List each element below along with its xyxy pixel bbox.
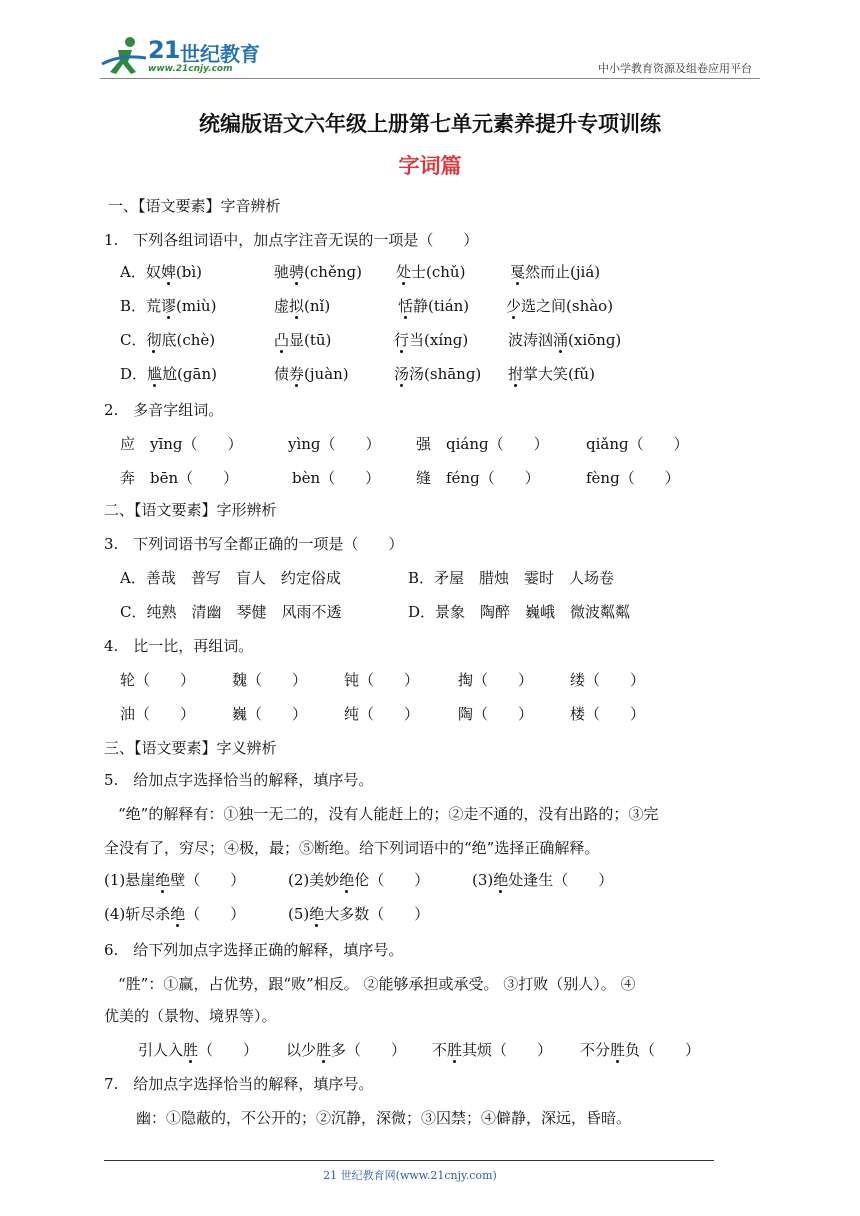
answer-item	[120, 434, 243, 454]
text-segment: (3)	[472, 871, 494, 889]
dotted-character: 行	[394, 331, 410, 349]
answer-item	[506, 296, 613, 316]
text-segment: 三、【语文要素】字义辨析	[104, 739, 277, 757]
text-segment: 显(tū)	[289, 331, 332, 349]
logo-number: 21	[148, 36, 180, 64]
text-segment: 奔 bēn（ ）	[120, 469, 239, 487]
dotted-character: 胜	[316, 1041, 332, 1059]
answer-item	[508, 364, 595, 384]
dotted-character: 恬	[398, 297, 414, 315]
text-segment: qiǎnɡ（ ）	[586, 435, 689, 453]
dotted-character: 胜	[610, 1041, 626, 1059]
footer-text: 21 世纪教育网(www.21cnjy.com)	[323, 1169, 497, 1182]
dotted-character: 尴	[147, 365, 163, 383]
dotted-character: 少	[506, 297, 522, 315]
text-segment: 多（ ）	[331, 1041, 407, 1059]
text-segment: 引人入	[138, 1041, 184, 1059]
text-segment: 底(chè)	[161, 331, 216, 349]
question-text	[104, 534, 403, 554]
dotted-character: 谬	[161, 297, 177, 315]
dotted-character: 绝	[309, 905, 325, 923]
answer-item	[416, 434, 549, 454]
page-subtitle: 字词篇	[398, 154, 462, 178]
text-segment: 魏（ ）	[232, 671, 308, 689]
text-segment: 幽：①隐蔽的，不公开的；②沉静，深微；③囚禁；④僻静，深远，昏暗。	[136, 1109, 632, 1127]
text-segment: 掏（ ）	[458, 671, 534, 689]
text-segment: 楼（ ）	[570, 705, 646, 723]
dotted-character: 骋	[289, 263, 305, 281]
platform-name: 中小学教育资源及组卷应用平台	[598, 62, 752, 75]
text-segment: 应 yīnɡ（ ）	[120, 435, 243, 453]
dotted-character: 绝	[339, 871, 355, 889]
answer-item	[274, 364, 349, 384]
answer-item	[104, 870, 245, 890]
text-segment: 静(tián)	[413, 297, 470, 315]
text-segment: 不	[432, 1041, 448, 1059]
answer-item	[458, 704, 533, 724]
text-segment: fènɡ（ ）	[586, 469, 680, 487]
text-segment: (miù)	[176, 297, 217, 315]
question-text	[104, 770, 373, 790]
section-heading	[108, 196, 281, 216]
text-segment: D．	[120, 365, 148, 383]
text-segment: A．奴	[120, 263, 161, 281]
paragraph-text	[136, 1108, 631, 1128]
answer-item	[432, 1040, 552, 1060]
answer-item	[472, 870, 613, 890]
answer-item	[274, 330, 331, 350]
dotted-character: 拟	[289, 297, 305, 315]
answer-item	[344, 670, 419, 690]
answer-item	[510, 262, 600, 282]
text-segment: 以少	[286, 1041, 317, 1059]
question-text	[104, 636, 253, 656]
page-title: 统编版语文六年级上册第七单元素养提升专项训练	[199, 112, 661, 136]
text-segment: 虚	[274, 297, 290, 315]
answer-item	[120, 330, 215, 350]
text-segment: 处逢生（ ）	[508, 871, 614, 889]
text-segment: （ ）	[185, 905, 246, 923]
text-segment: 一、【语文要素】字音辨析	[108, 197, 281, 215]
dotted-character: 绝	[170, 905, 186, 923]
text-segment: (1)悬崖	[104, 871, 156, 889]
question-text	[104, 1074, 373, 1094]
text-segment: 2. 多音字组词。	[104, 401, 224, 419]
text-segment: (xiōnɡ)	[568, 331, 622, 349]
dotted-character: 胜	[447, 1041, 463, 1059]
text-segment: 4. 比一比，再组词。	[104, 637, 254, 655]
answer-item	[416, 468, 540, 488]
text-segment: B．荒	[120, 297, 162, 315]
answer-item	[120, 670, 195, 690]
dotted-character: 戛	[510, 263, 526, 281]
text-segment: 陶（ ）	[458, 705, 534, 723]
paragraph-text	[118, 974, 635, 994]
question-text	[104, 940, 403, 960]
answer-item	[408, 602, 630, 622]
text-segment: (4)斩尽杀	[104, 905, 171, 923]
text-segment: A．善哉 普写 盲人 约定俗成	[120, 569, 341, 587]
answer-item	[274, 296, 330, 316]
text-segment: 波涛汹	[508, 331, 554, 349]
logo	[100, 34, 270, 78]
text-segment: (juàn)	[304, 365, 349, 383]
answer-item	[120, 568, 341, 588]
text-segment: 5. 给加点字选择恰当的解释，填序号。	[104, 771, 374, 789]
dotted-character: 处	[396, 263, 412, 281]
answer-item	[288, 870, 429, 890]
answer-item	[570, 670, 645, 690]
answer-item	[120, 704, 195, 724]
dotted-character: 绝	[155, 871, 171, 889]
text-segment: 优美的（景物、境界等）。	[104, 1007, 277, 1025]
text-segment: 钝（ ）	[344, 671, 420, 689]
text-segment: 油（ ）	[120, 705, 196, 723]
dotted-character: 拊	[508, 365, 524, 383]
page-header	[100, 28, 760, 80]
text-segment: 强 qiánɡ（ ）	[416, 435, 549, 453]
dotted-character: 胜	[183, 1041, 199, 1059]
paragraph-text	[104, 1006, 277, 1026]
answer-item	[292, 468, 380, 488]
answer-item	[396, 262, 465, 282]
text-segment: 掌大笑(fǔ)	[523, 365, 595, 383]
answer-item	[138, 1040, 258, 1060]
answer-item	[586, 434, 689, 454]
logo-url: www.21cnjy.com	[148, 64, 233, 74]
answer-item	[508, 330, 621, 350]
text-segment: 3. 下列词语书写全都正确的一项是（ ）	[104, 535, 404, 553]
text-segment: 二、【语文要素】字形辨析	[104, 501, 277, 519]
paragraph-text	[118, 804, 658, 824]
text-segment: (chěnɡ)	[304, 263, 362, 281]
text-segment: 7. 给加点字选择恰当的解释，填序号。	[104, 1075, 374, 1093]
dotted-character: 绝	[493, 871, 509, 889]
answer-item	[120, 296, 216, 316]
text-segment: 大多数（ ）	[324, 905, 430, 923]
answer-item	[394, 364, 481, 384]
text-segment: C．	[120, 331, 147, 349]
text-segment: 债	[274, 365, 290, 383]
section-heading	[104, 738, 277, 758]
text-segment: (5)	[288, 905, 310, 923]
text-segment: 6. 给下列加点字选择正确的解释，填序号。	[104, 941, 404, 959]
answer-item	[232, 670, 307, 690]
answer-item	[398, 296, 469, 316]
text-segment: （ ）	[198, 1041, 259, 1059]
text-segment: 驰	[274, 263, 290, 281]
text-segment: 巍（ ）	[232, 705, 308, 723]
text-segment: 1. 下列各组词语中，加点字注音无误的一项是（ ）	[104, 231, 479, 249]
text-segment: “绝”的解释有：①独一无二的，没有人能赶上的；②走不通的，没有出路的；③完	[118, 805, 659, 823]
text-segment: C．纯熟 清幽 琴健 风雨不透	[120, 603, 342, 621]
text-segment: 伦（ ）	[354, 871, 430, 889]
answer-item	[274, 262, 362, 282]
section-heading	[104, 500, 277, 520]
answer-item	[232, 704, 307, 724]
text-segment: D．景象 陶醉 巍峨 微波粼粼	[408, 603, 631, 621]
answer-item	[120, 262, 202, 282]
text-segment: 汤(shānɡ)	[409, 365, 482, 383]
text-segment: 纯（ ）	[344, 705, 420, 723]
question-text	[104, 400, 223, 420]
answer-item	[586, 468, 680, 488]
text-segment: 士(chǔ)	[411, 263, 466, 281]
runner-logo-icon	[100, 34, 148, 78]
answer-item	[408, 568, 614, 588]
answer-item	[580, 1040, 700, 1060]
text-segment: yìnɡ（ ）	[288, 435, 381, 453]
footer-divider	[104, 1160, 714, 1161]
text-segment: 缝 fénɡ（ ）	[416, 469, 540, 487]
answer-item	[458, 670, 533, 690]
text-segment: 轮（ ）	[120, 671, 196, 689]
dotted-character: 婢	[160, 263, 176, 281]
answer-item	[570, 704, 645, 724]
answer-item	[344, 704, 419, 724]
dotted-character: 汤	[394, 365, 410, 383]
text-segment: 选之间(shào)	[521, 297, 614, 315]
question-text	[104, 230, 478, 250]
logo-text: 世纪教育	[180, 42, 260, 66]
answer-item	[104, 904, 245, 924]
text-segment: 然而止(jiá)	[525, 263, 601, 281]
text-segment: “胜”：①赢，占优势，跟“败”相反。 ②能够承担或承受。 ③打败（别人）。 ④	[118, 975, 636, 993]
dotted-character: 涌	[553, 331, 569, 349]
text-segment: 尬(ɡān)	[162, 365, 217, 383]
text-segment: 壁（ ）	[170, 871, 246, 889]
dotted-character: 券	[289, 365, 305, 383]
answer-item	[120, 364, 217, 384]
answer-item	[288, 434, 381, 454]
text-segment: 负（ ）	[625, 1041, 701, 1059]
text-segment: 全没有了，穷尽；④极，最；⑤断绝。给下列词语中的“绝”选择正确解释。	[104, 839, 600, 857]
answer-item	[120, 602, 341, 622]
dotted-character: 彻	[146, 331, 162, 349]
paragraph-text	[104, 838, 599, 858]
header-divider	[100, 78, 760, 79]
text-segment: 其烦（ ）	[462, 1041, 553, 1059]
dotted-character: 凸	[274, 331, 290, 349]
answer-item	[120, 468, 238, 488]
answer-item	[286, 1040, 406, 1060]
text-segment: 当(xínɡ)	[409, 331, 469, 349]
answer-item	[394, 330, 468, 350]
text-segment: 不分	[580, 1041, 611, 1059]
answer-item	[288, 904, 429, 924]
text-segment: (2)美妙	[288, 871, 340, 889]
text-segment: (nǐ)	[304, 297, 331, 315]
text-segment: bèn（ ）	[292, 469, 381, 487]
text-segment: 缕（ ）	[570, 671, 646, 689]
text-segment: (bì)	[175, 263, 202, 281]
text-segment: B．矛屋 腊烛 霎时 人场卷	[408, 569, 615, 587]
